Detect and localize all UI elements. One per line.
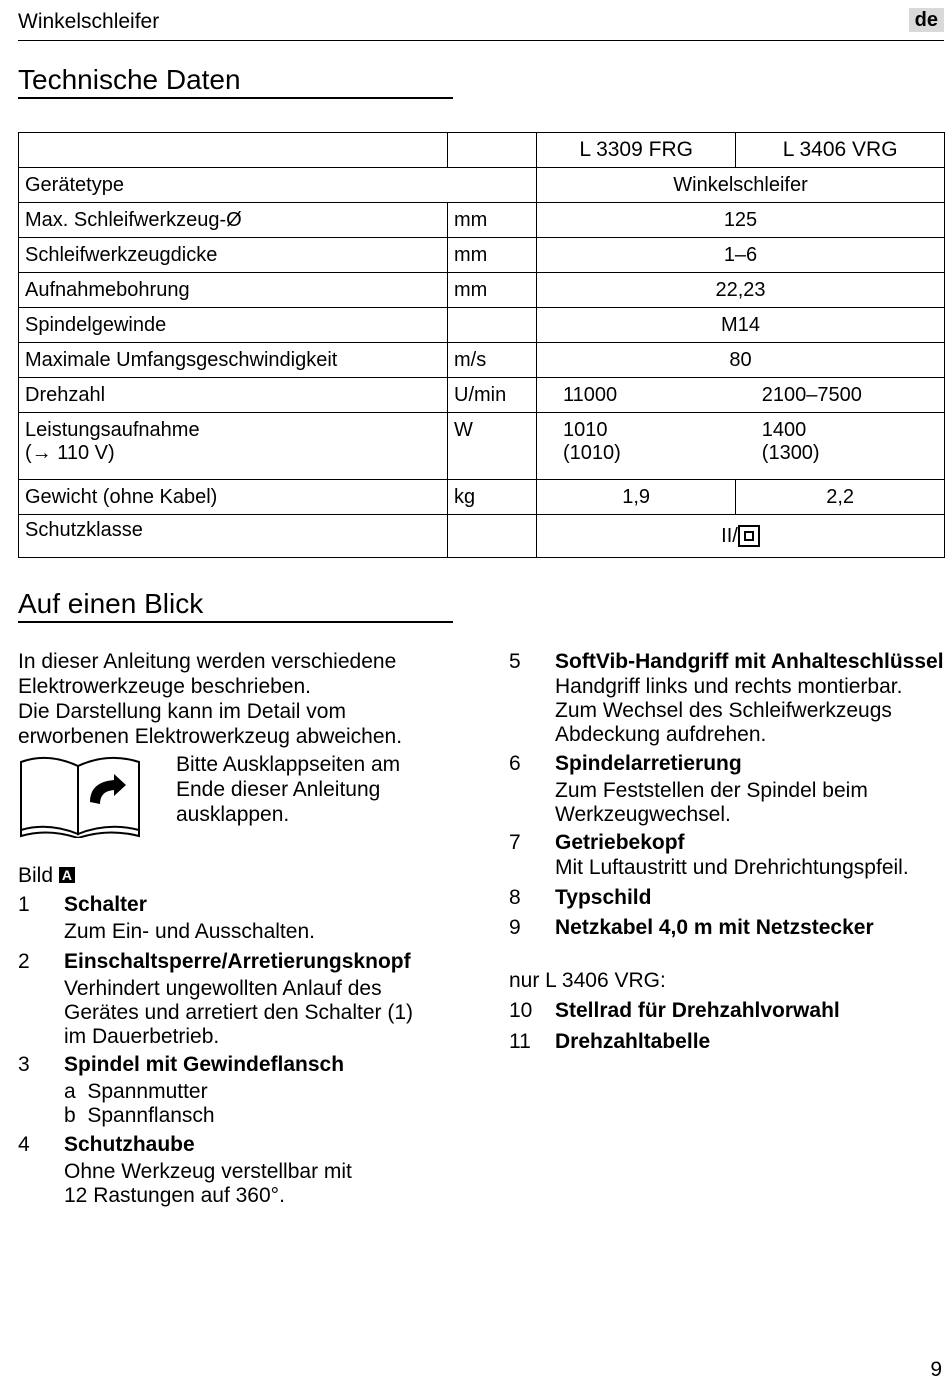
header-divider [18, 40, 944, 41]
list-item: 7 Getriebekopf Mit Luftaustritt und Drehrichtungspfeil. [509, 831, 909, 879]
language-badge: de [909, 8, 944, 32]
protection-class-ii-icon [738, 525, 760, 547]
section-title-technical-data: Technische Daten [18, 64, 241, 95]
model-only-note: nur L 3406 VRG: [509, 969, 666, 992]
table-row: Schleifwerkzeugdicke mm 1–6 [19, 238, 945, 273]
table-row: Schutzklasse II/ [19, 515, 945, 558]
table-row: Max. Schleifwerkzeug-Ø mm 125 [19, 203, 945, 238]
list-item: 6 Spindelarretierung Zum Feststellen der Spindel beim Werkzeugwechsel. [509, 752, 868, 826]
table-row: Aufnahmebohrung mm 22,23 [19, 273, 945, 308]
table-row: Drehzahl U/min 11000 2100–7500 [19, 378, 945, 413]
list-item: 5 SoftVib-Handgriff mit Anhalteschlüssel Handgriff links und rechts montierbar. Zum Wechsel des Schleifwerkzeugs Abdeckung aufdrehen. [509, 650, 944, 746]
list-item: 8 Typschild [509, 886, 652, 909]
figure-reference: Bild A [18, 863, 75, 888]
fold-out-note: Bitte Ausklappseiten am Ende dieser Anleitung ausklappen. [176, 753, 401, 826]
section-title-underline [18, 621, 453, 623]
document-header-title: Winkelschleifer [18, 10, 160, 33]
list-item: 10 Stellrad für Drehzahlvorwahl [509, 999, 840, 1022]
table-header-row [19, 133, 945, 168]
list-item: 2 Einschaltsperre/Arretierungsknopf Verhindert ungewollten Anlauf des Gerätes und arretiert den Schalter (1) im Dauerbetrieb. [18, 950, 414, 1048]
list-item: 4 Schutzhaube Ohne Werkzeug verstellbar mit 12 Rastungen auf 360°. [18, 1133, 352, 1207]
list-item: 9 Netzkabel 4,0 m mit Netzstecker [509, 916, 874, 939]
model-header: L 3406 VRG [736, 133, 945, 168]
table-row: Spindelgewinde M14 [19, 308, 945, 343]
page-number: 9 [930, 1358, 942, 1381]
table-row: Maximale Umfangsgeschwindigkeit m/s 80 [19, 343, 945, 378]
list-item: 11 Drehzahltabelle [509, 1030, 711, 1053]
section-title-overview: Auf einen Blick [18, 588, 204, 619]
intro-paragraph: In dieser Anleitung werden verschiedene Elektrowerkzeuge beschrieben. Die Darstellung kann im Detail vom erworbenen Elektrowerkzeug abweichen. [18, 650, 403, 748]
table-row: Leistungsaufnahme (→ 110 V) W 1010 (1010) 1400 (1300) [19, 413, 945, 480]
model-header: L 3309 FRG [537, 133, 736, 168]
section-title-underline [18, 97, 453, 99]
table-row: Gewicht (ohne Kabel) kg 1,9 2,2 [19, 480, 945, 515]
list-item: 3 Spindel mit Gewindeflansch a Spannmutter b Spannflansch [18, 1053, 345, 1127]
technical-data-table [18, 132, 945, 558]
fold-out-book-icon [18, 754, 142, 838]
table-row: Gerätetype Winkelschleifer [19, 168, 945, 203]
figure-letter-badge: A [59, 867, 75, 883]
list-item: 1 Schalter Zum Ein- und Ausschalten. [18, 893, 315, 943]
